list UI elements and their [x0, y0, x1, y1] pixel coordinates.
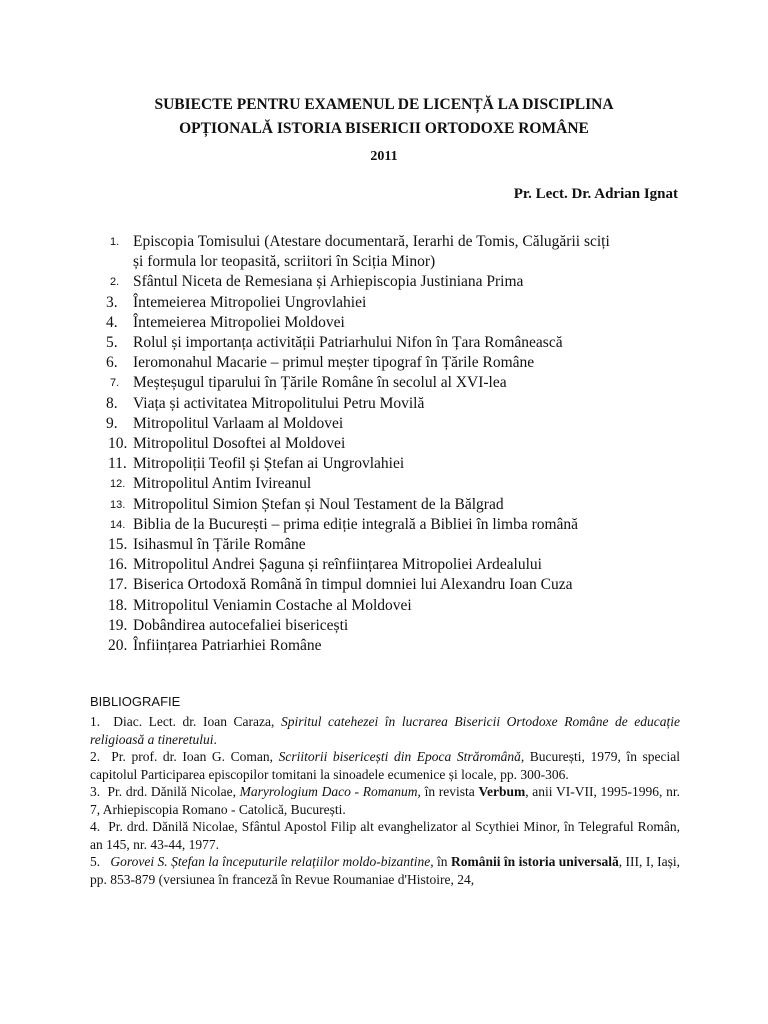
topic-number: 16.: [108, 556, 128, 574]
entry-author: Diac. Lect. dr. Ioan Caraza,: [113, 714, 275, 729]
topic-text: Mitropolitul Andrei Șaguna și reînființarea Mitropoliei Ardealului: [133, 556, 542, 574]
topic-number: 2.: [110, 276, 120, 289]
topic-text: Mitropolitul Dosoftei al Moldovei: [133, 435, 346, 453]
topic-text: Biserica Ortodoxă Română în timpul domniei lui Alexandru Ioan Cuza: [133, 576, 573, 594]
topic-number: 10.: [108, 435, 128, 453]
topic-text: Biblia de la București – prima ediție integrală a Bibliei în limba română: [133, 515, 579, 533]
topic-text: Dobândirea autocefaliei bisericești: [133, 616, 349, 634]
topic-number: 13.: [110, 498, 126, 511]
topic-item: [0, 515, 768, 535]
bibliography-list: [90, 713, 680, 888]
topic-text: Întemeierea Mitropoliei Ungrovlahiei: [133, 293, 367, 311]
doc-title-line1: SUBIECTE PENTRU EXAMENUL DE LICENȚĂ LA DISCIPLINA: [154, 96, 614, 113]
entry-journal: Românii în istoria universală: [450, 854, 619, 869]
entry-connector: , în: [430, 854, 448, 869]
topics-list: [0, 232, 768, 656]
topic-item: [0, 535, 768, 555]
topic-item: [0, 495, 768, 515]
entry-number: 2.: [90, 749, 101, 764]
entry-details: , III, I, Iași, pp. 853-879 (versiunea în franceză în Revue Roumaniae d'Histoire, 24,: [90, 854, 680, 887]
topic-text: Rolul și importanța activității Patriarhului Nifon în Țara Românească: [133, 334, 563, 352]
topic-item: [0, 474, 768, 494]
topic-text: Mitropoliții Teofil și Ștefan ai Ungrovlahiei: [133, 455, 405, 473]
topic-item: [0, 293, 768, 313]
topic-number: 11.: [108, 455, 127, 473]
topic-number: 17.: [108, 576, 128, 594]
bibliography-entry: [90, 713, 680, 748]
bibliography-heading: BIBLIOGRAFIE: [90, 694, 181, 709]
entry-details: , anii VI-VII, 1995-1996, nr. 7, Arhiepiscopia Romano - Catolică, București.: [90, 784, 681, 817]
topic-number: 3.: [106, 293, 118, 311]
entry-title: Gorovei S. Ștefan la începuturile relațiilor moldo-bizantine: [110, 854, 431, 869]
entry-number: 3.: [90, 784, 101, 799]
topic-number: 9.: [106, 414, 118, 432]
entry-title: Maryrologium Daco - Romanum: [239, 784, 418, 799]
topic-number: 12.: [110, 478, 126, 491]
topic-number: 7.: [110, 377, 120, 390]
entry-number: 1.: [90, 714, 101, 729]
entry-journal: Verbum: [478, 784, 526, 799]
bibliography-entry: [90, 853, 680, 888]
entry-number: 5.: [90, 854, 101, 869]
entry-details: .: [213, 731, 217, 747]
topic-text: Întemeierea Mitropoliei Moldovei: [133, 313, 345, 331]
topic-text: Isihasmul în Țările Române: [133, 536, 306, 554]
topic-item: [0, 454, 768, 474]
topic-number: 1.: [110, 236, 120, 248]
topic-text: Mitropolitul Antim Ivireanul: [133, 475, 312, 493]
entry-title: Spiritul catehezei în lucrarea Bisericii Ortodoxe Române de educație religioasă a tineretului: [90, 714, 681, 747]
topic-text: și formula lor teopasită, scriitori în Sciția Minor): [133, 253, 436, 271]
topic-item: [0, 272, 768, 292]
topic-number: 19.: [108, 616, 128, 634]
topic-item: [0, 555, 768, 575]
topic-item: [0, 313, 768, 333]
topic-number: 4.: [106, 313, 118, 331]
bibliography-entry: [90, 783, 680, 818]
entry-title: Scriitorii bisericești din Epoca Străromână: [278, 749, 521, 764]
topic-text: Episcopia Tomisului (Atestare documentară, Ierarhi de Tomis, Călugării sciți: [133, 233, 610, 250]
topic-item: [0, 636, 768, 656]
topic-item: [0, 434, 768, 454]
topic-number: 15.: [108, 536, 128, 554]
doc-author: Pr. Lect. Dr. Adrian Ignat: [513, 186, 678, 202]
topic-number: 14.: [110, 518, 126, 531]
topic-number: 8.: [106, 394, 118, 412]
doc-title-line2: OPȚIONALĂ ISTORIA BISERICII ORTODOXE ROMÂNE: [179, 120, 589, 137]
entry-connector: , în revista: [417, 784, 475, 799]
topic-number: 18.: [108, 596, 128, 614]
topic-item: [0, 414, 768, 434]
entry-number: 4.: [90, 819, 101, 834]
entry-details: , București, 1979, în special capitolul Participarea episcopilor tomitani la sinoadele ecumenice și locale, pp. 300-306.: [90, 749, 680, 782]
topic-number: 6.: [106, 354, 118, 372]
topic-text: Înființarea Patriarhiei Române: [133, 637, 322, 655]
topic-item-continuation: [0, 252, 768, 272]
topic-number: 5.: [106, 334, 118, 352]
topic-text: Mitropolitul Simion Ștefan și Noul Testament de la Bălgrad: [133, 495, 504, 513]
topic-text: Viața și activitatea Mitropolitului Petru Movilă: [133, 394, 425, 412]
topic-text: Ieromonahul Macarie – primul meșter tipograf în Țările Române: [133, 354, 535, 372]
topic-item: [0, 616, 768, 636]
topic-item: [0, 333, 768, 353]
entry-text: Pr. drd. Dănilă Nicolae, Sfântul Apostol Filip alt evanghelizator al Scythiei Minor, în Telegraful Român, an 145, nr. 43-44, 1977.: [90, 819, 681, 852]
topic-item: [0, 575, 768, 595]
topic-text: Sfântul Niceta de Remesiana și Arhiepiscopia Justiniana Prima: [133, 273, 524, 291]
topic-text: Mitropolitul Varlaam al Moldovei: [133, 414, 344, 432]
doc-year: 2011: [370, 149, 398, 164]
topic-item: [0, 596, 768, 616]
topic-item: [0, 353, 768, 373]
topic-text: Meșteșugul tiparului în Țările Române în secolul al XVI-lea: [133, 374, 507, 392]
bibliography-entry: [90, 748, 680, 783]
topic-text: Mitropolitul Veniamin Costache al Moldovei: [133, 596, 412, 614]
topic-item: [0, 232, 768, 252]
entry-author: Pr. prof. dr. Ioan G. Coman,: [111, 749, 273, 764]
topic-item: [0, 373, 768, 393]
topic-number: 20.: [108, 637, 128, 655]
bibliography-entry: [90, 818, 680, 853]
entry-author: Pr. drd. Dănilă Nicolae,: [107, 784, 236, 799]
topic-item: [0, 394, 768, 414]
